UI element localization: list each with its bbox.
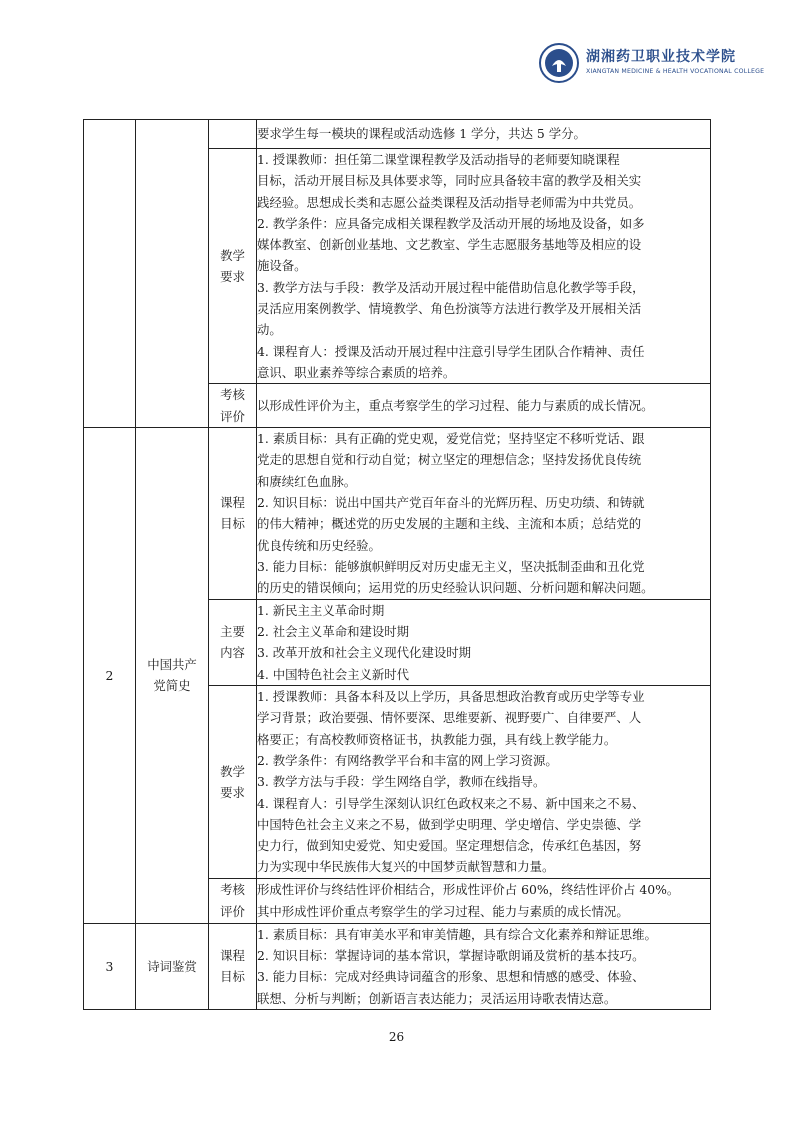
text-line: 力为实现中华民族伟大复兴的中国梦贡献智慧和力量。 bbox=[257, 859, 555, 875]
text-line: 3. 教学方法与手段：学生网络自学，教师在线指导。 bbox=[257, 774, 546, 790]
table-row bbox=[84, 427, 711, 599]
row-label-evaluation bbox=[209, 384, 257, 428]
label-line: 要求 bbox=[220, 269, 245, 285]
text-line: 和赓续红色血脉。 bbox=[257, 473, 357, 489]
text-line: 3. 教学方法与手段：教学及活动开展过程中能借助信息化教学等手段， bbox=[257, 279, 645, 295]
text-line: 目标，活动开展目标及具体要求等，同时应具备较丰富的教学及相关实 bbox=[257, 173, 642, 189]
text-line: 学习背景；政治要强、情怀要深、思维要新、视野要广、自律要严、人 bbox=[257, 710, 642, 726]
text-line: 灵活应用案例教学、情境教学、角色扮演等方法进行教学及开展相关活 bbox=[257, 301, 642, 317]
text-line: 党走的思想自觉和行动自觉；树立坚定的理想信念；坚持发扬优良传统 bbox=[257, 452, 642, 468]
label-line: 课程 bbox=[220, 948, 245, 964]
cell-content bbox=[257, 878, 711, 923]
page-number: 26 bbox=[388, 1030, 405, 1044]
cell-content bbox=[257, 384, 711, 428]
text-line: 1. 授课教师：担任第二课堂课程教学及活动指导的老师要知晓课程 bbox=[257, 152, 620, 167]
text-line: 媒体教室、创新创业基地、文艺教室、学生志愿服务基地等及相应的设 bbox=[257, 237, 642, 253]
curriculum-table bbox=[83, 119, 711, 1010]
text-line: 4. 课程育人：授课及活动开展过程中注意引导学生团队合作精神、责任 bbox=[257, 343, 645, 359]
label-line: 评价 bbox=[220, 408, 245, 424]
text-line: 的历史的错误倾向；运用党的历史经验认识问题、分析问题和解决问题。 bbox=[257, 580, 654, 596]
label-line: 目标 bbox=[220, 516, 245, 532]
row-label-main-content bbox=[209, 599, 257, 685]
table-row bbox=[84, 120, 711, 149]
text-line: 2. 知识目标：说出中国共产党百年奋斗的光辉历程、历史功绩、和铸就 bbox=[257, 495, 645, 511]
text-line: 形成性评价与终结性评价相结合，形成性评价占 60%，终结性评价占 40%。 bbox=[257, 882, 680, 898]
text-line: 2. 社会主义革命和建设时期 bbox=[257, 624, 410, 640]
label-line: 主要 bbox=[220, 624, 245, 640]
cell-content bbox=[257, 427, 711, 599]
course-name bbox=[136, 427, 209, 923]
row-label-teaching-req bbox=[209, 686, 257, 879]
cell-content bbox=[257, 923, 711, 1009]
cell-content bbox=[257, 149, 711, 384]
text-line: 3. 能力目标：完成对经典诗词蕴含的形象、思想和情感的感受、体验、 bbox=[257, 969, 645, 985]
text-line: 优良传统和历史经验。 bbox=[257, 537, 381, 553]
text-line: 动。 bbox=[257, 322, 282, 338]
label-line: 评价 bbox=[220, 903, 245, 919]
cell-content bbox=[257, 120, 711, 149]
label-line: 考核 bbox=[220, 882, 245, 898]
text-line: 要求学生每一模块的课程或活动选修 1 学分，共达 5 学分。 bbox=[257, 126, 586, 142]
label-line: 内容 bbox=[220, 645, 245, 661]
text-line: 1. 素质目标：具有正确的党史观，爱党信党；坚持坚定不移听党话、跟 bbox=[257, 431, 645, 447]
row-label-teaching-req bbox=[209, 149, 257, 384]
text-line: 联想、分析与判断；创新语言表达能力；灵活运用诗歌表情达意。 bbox=[257, 990, 617, 1006]
text-line: 1. 新民主主义革命时期 bbox=[257, 602, 385, 618]
school-name-cn: 湖湘药卫职业技术学院 bbox=[586, 49, 736, 65]
label-line: 考核 bbox=[220, 387, 245, 403]
school-emblem-icon bbox=[538, 42, 580, 84]
row-label-course-goal bbox=[209, 427, 257, 599]
text-line: 格要正；有高校教师资格证书，执教能力强，具有线上教学能力。 bbox=[257, 731, 617, 747]
label-line: 课程 bbox=[220, 495, 245, 511]
row-label-evaluation bbox=[209, 878, 257, 923]
text-line: 1. 素质目标：具有审美水平和审美情趣，具有综合文化素养和辩证思维。 bbox=[257, 926, 657, 942]
cell-content bbox=[257, 599, 711, 685]
text-line: 中国特色社会主义来之不易，做到学史明理、学史增信、学史崇德、学 bbox=[257, 816, 642, 832]
course-name: 诗词鉴赏 bbox=[136, 923, 209, 1009]
text-line: 史力行，做到知史爱党、知史爱国。坚定理想信念，传承红色基因，努 bbox=[257, 838, 642, 854]
text-line: 以形成性评价为主，重点考察学生的学习过程、能力与素质的成长情况。 bbox=[257, 397, 654, 413]
label-line: 教学 bbox=[220, 763, 245, 779]
text-line: 其中形成性评价重点考察学生的学习过程、能力与素质的成长情况。 bbox=[257, 903, 629, 919]
text-line: 4. 中国特色社会主义新时代 bbox=[257, 666, 410, 682]
school-name-en: XIANGTAN MEDICINE & HEALTH VOCATIONAL COLLEGE bbox=[586, 68, 765, 75]
table-row bbox=[84, 923, 711, 1009]
text-line: 意识、职业素养等综合素质的培养。 bbox=[257, 364, 456, 380]
text-line: 的伟大精神；概述党的历史发展的主题和主线、主流和本质；总结党的 bbox=[257, 516, 642, 532]
label-line: 要求 bbox=[220, 784, 245, 800]
school-logo bbox=[538, 40, 765, 96]
text-line: 3. 能力目标：能够旗帜鲜明反对历史虚无主义，坚决抵制歪曲和丑化党 bbox=[257, 558, 645, 574]
text-line: 2. 教学条件：有网络教学平台和丰富的网上学习资源。 bbox=[257, 752, 558, 768]
text-line: 2. 教学条件：应具备完成相关课程教学及活动开展的场地及设备，如多 bbox=[257, 215, 645, 231]
course-number bbox=[84, 120, 136, 428]
label-line: 教学 bbox=[220, 247, 245, 263]
name-line: 党简史 bbox=[153, 678, 191, 694]
text-line: 1. 授课教师：具备本科及以上学历，具备思想政治教育或历史学等专业 bbox=[257, 689, 645, 705]
text-line: 3. 改革开放和社会主义现代化建设时期 bbox=[257, 645, 472, 661]
course-number: 3 bbox=[84, 923, 136, 1009]
text-line: 4. 课程育人：引导学生深刻认识红色政权来之不易、新中国来之不易、 bbox=[257, 795, 645, 811]
text-line: 2. 知识目标：掌握诗词的基本常识，掌握诗歌朗诵及赏析的基本技巧。 bbox=[257, 948, 645, 964]
row-label-course-goal bbox=[209, 923, 257, 1009]
name-line: 中国共产 bbox=[147, 656, 197, 672]
cell-content bbox=[257, 686, 711, 879]
label-line: 目标 bbox=[220, 969, 245, 985]
course-number: 2 bbox=[84, 427, 136, 923]
course-name bbox=[136, 120, 209, 428]
row-label bbox=[209, 120, 257, 149]
text-line: 践经验。思想成长类和志愿公益类课程及活动指导老师需为中共党员。 bbox=[257, 194, 642, 210]
text-line: 施设备。 bbox=[257, 258, 307, 274]
